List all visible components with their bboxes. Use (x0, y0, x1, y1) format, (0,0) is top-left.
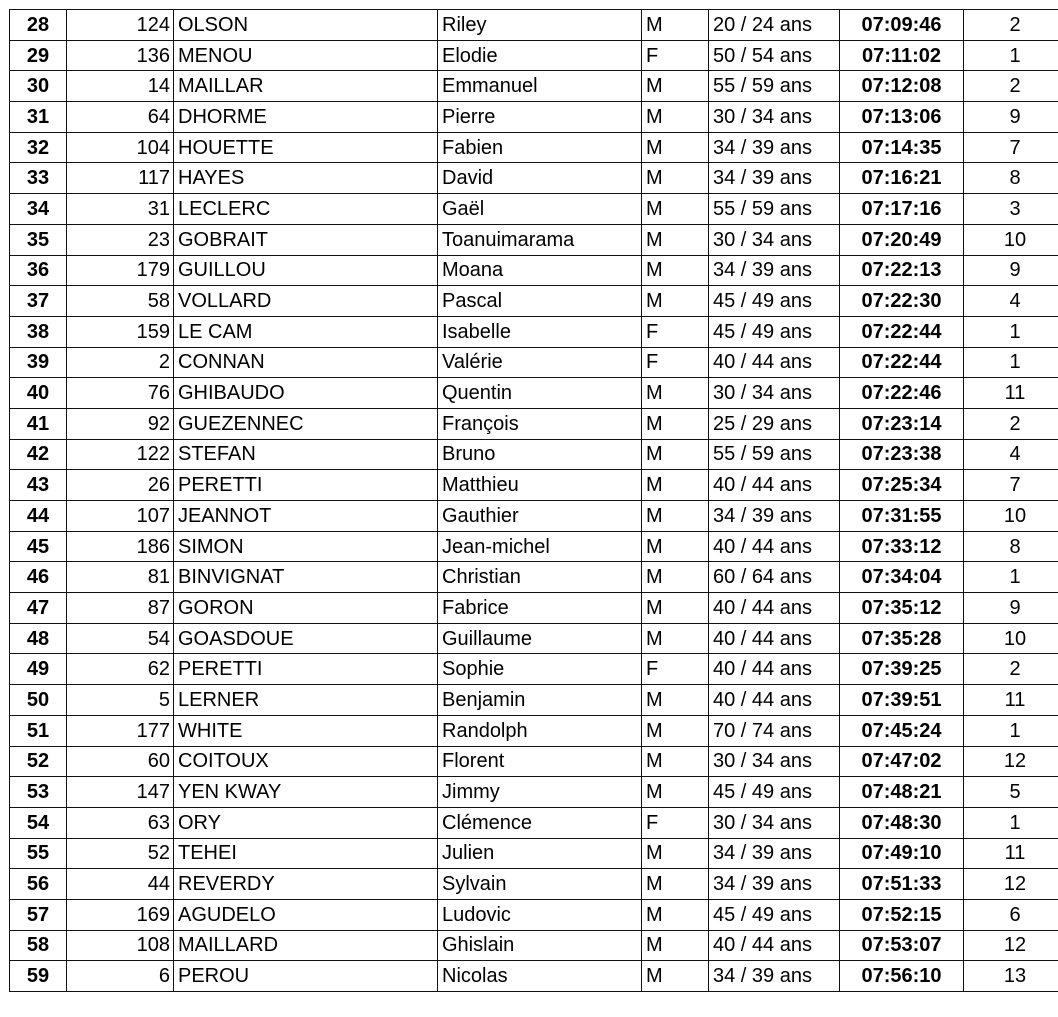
sex-cell: M (642, 224, 709, 255)
bib-number-cell: 107 (67, 501, 174, 532)
age-category-cell: 45 / 49 ans (709, 899, 840, 930)
age-category-cell: 34 / 39 ans (709, 961, 840, 992)
bib-number-cell: 6 (67, 961, 174, 992)
category-rank-cell: 1 (964, 347, 1058, 378)
table-row (10, 194, 1058, 225)
finish-time-cell: 07:23:38 (840, 439, 964, 470)
table-row (10, 531, 1058, 562)
age-category-cell: 40 / 44 ans (709, 930, 840, 961)
last-name-cell: AGUDELO (174, 899, 438, 930)
rank-cell: 33 (10, 163, 67, 194)
bib-number-cell: 60 (67, 746, 174, 777)
bib-number-cell: 179 (67, 255, 174, 286)
last-name-cell: TEHEI (174, 838, 438, 869)
table-row (10, 347, 1058, 378)
rank-cell: 49 (10, 654, 67, 685)
table-row (10, 715, 1058, 746)
finish-time-cell: 07:52:15 (840, 899, 964, 930)
category-rank-cell: 11 (964, 838, 1058, 869)
rank-cell: 47 (10, 593, 67, 624)
finish-time-cell: 07:34:04 (840, 562, 964, 593)
sex-cell: M (642, 255, 709, 286)
age-category-cell: 40 / 44 ans (709, 347, 840, 378)
rank-cell: 36 (10, 255, 67, 286)
finish-time-cell: 07:53:07 (840, 930, 964, 961)
category-rank-cell: 11 (964, 378, 1058, 409)
last-name-cell: GOBRAIT (174, 224, 438, 255)
finish-time-cell: 07:51:33 (840, 869, 964, 900)
table-row (10, 746, 1058, 777)
table-row (10, 71, 1058, 102)
table-row (10, 132, 1058, 163)
last-name-cell: LE CAM (174, 316, 438, 347)
category-rank-cell: 8 (964, 163, 1058, 194)
bib-number-cell: 44 (67, 869, 174, 900)
table-row (10, 777, 1058, 808)
category-rank-cell: 6 (964, 899, 1058, 930)
bib-number-cell: 117 (67, 163, 174, 194)
first-name-cell: Sophie (438, 654, 642, 685)
age-category-cell: 30 / 34 ans (709, 807, 840, 838)
bib-number-cell: 76 (67, 378, 174, 409)
rank-cell: 42 (10, 439, 67, 470)
sex-cell: M (642, 715, 709, 746)
sex-cell: M (642, 408, 709, 439)
bib-number-cell: 2 (67, 347, 174, 378)
category-rank-cell: 2 (964, 10, 1058, 41)
bib-number-cell: 64 (67, 102, 174, 133)
bib-number-cell: 104 (67, 132, 174, 163)
age-category-cell: 40 / 44 ans (709, 685, 840, 716)
results-table (9, 9, 1058, 992)
category-rank-cell: 11 (964, 685, 1058, 716)
last-name-cell: MAILLAR (174, 71, 438, 102)
table-row (10, 501, 1058, 532)
sex-cell: F (642, 40, 709, 71)
rank-cell: 30 (10, 71, 67, 102)
sex-cell: F (642, 347, 709, 378)
finish-time-cell: 07:33:12 (840, 531, 964, 562)
rank-cell: 37 (10, 286, 67, 317)
first-name-cell: Toanuimarama (438, 224, 642, 255)
rank-cell: 31 (10, 102, 67, 133)
sex-cell: M (642, 777, 709, 808)
category-rank-cell: 5 (964, 777, 1058, 808)
first-name-cell: Julien (438, 838, 642, 869)
bib-number-cell: 87 (67, 593, 174, 624)
sex-cell: M (642, 899, 709, 930)
table-row (10, 224, 1058, 255)
age-category-cell: 34 / 39 ans (709, 132, 840, 163)
sex-cell: M (642, 102, 709, 133)
rank-cell: 41 (10, 408, 67, 439)
category-rank-cell: 3 (964, 194, 1058, 225)
table-row (10, 378, 1058, 409)
last-name-cell: STEFAN (174, 439, 438, 470)
rank-cell: 44 (10, 501, 67, 532)
rank-cell: 48 (10, 623, 67, 654)
table-row (10, 930, 1058, 961)
finish-time-cell: 07:35:28 (840, 623, 964, 654)
finish-time-cell: 07:47:02 (840, 746, 964, 777)
finish-time-cell: 07:22:44 (840, 347, 964, 378)
age-category-cell: 34 / 39 ans (709, 163, 840, 194)
age-category-cell: 30 / 34 ans (709, 102, 840, 133)
table-row (10, 899, 1058, 930)
age-category-cell: 45 / 49 ans (709, 286, 840, 317)
rank-cell: 45 (10, 531, 67, 562)
last-name-cell: PERETTI (174, 470, 438, 501)
bib-number-cell: 26 (67, 470, 174, 501)
finish-time-cell: 07:25:34 (840, 470, 964, 501)
age-category-cell: 45 / 49 ans (709, 777, 840, 808)
sex-cell: M (642, 838, 709, 869)
bib-number-cell: 108 (67, 930, 174, 961)
sex-cell: M (642, 286, 709, 317)
bib-number-cell: 81 (67, 562, 174, 593)
category-rank-cell: 13 (964, 961, 1058, 992)
bib-number-cell: 52 (67, 838, 174, 869)
table-row (10, 838, 1058, 869)
last-name-cell: LECLERC (174, 194, 438, 225)
bib-number-cell: 62 (67, 654, 174, 685)
first-name-cell: Elodie (438, 40, 642, 71)
last-name-cell: REVERDY (174, 869, 438, 900)
category-rank-cell: 4 (964, 439, 1058, 470)
sex-cell: M (642, 562, 709, 593)
bib-number-cell: 14 (67, 71, 174, 102)
first-name-cell: Emmanuel (438, 71, 642, 102)
bib-number-cell: 5 (67, 685, 174, 716)
last-name-cell: PERETTI (174, 654, 438, 685)
table-row (10, 961, 1058, 992)
age-category-cell: 34 / 39 ans (709, 501, 840, 532)
age-category-cell: 40 / 44 ans (709, 654, 840, 685)
first-name-cell: Christian (438, 562, 642, 593)
table-row (10, 470, 1058, 501)
category-rank-cell: 1 (964, 715, 1058, 746)
rank-cell: 53 (10, 777, 67, 808)
last-name-cell: HOUETTE (174, 132, 438, 163)
finish-time-cell: 07:22:44 (840, 316, 964, 347)
sex-cell: M (642, 163, 709, 194)
rank-cell: 50 (10, 685, 67, 716)
age-category-cell: 70 / 74 ans (709, 715, 840, 746)
category-rank-cell: 1 (964, 562, 1058, 593)
bib-number-cell: 136 (67, 40, 174, 71)
bib-number-cell: 124 (67, 10, 174, 41)
bib-number-cell: 92 (67, 408, 174, 439)
category-rank-cell: 1 (964, 316, 1058, 347)
last-name-cell: VOLLARD (174, 286, 438, 317)
rank-cell: 52 (10, 746, 67, 777)
age-category-cell: 25 / 29 ans (709, 408, 840, 439)
table-row (10, 408, 1058, 439)
first-name-cell: Sylvain (438, 869, 642, 900)
first-name-cell: Florent (438, 746, 642, 777)
age-category-cell: 30 / 34 ans (709, 746, 840, 777)
first-name-cell: Quentin (438, 378, 642, 409)
last-name-cell: HAYES (174, 163, 438, 194)
finish-time-cell: 07:45:24 (840, 715, 964, 746)
table-row (10, 439, 1058, 470)
first-name-cell: Benjamin (438, 685, 642, 716)
sex-cell: M (642, 869, 709, 900)
finish-time-cell: 07:22:13 (840, 255, 964, 286)
table-row (10, 593, 1058, 624)
category-rank-cell: 2 (964, 408, 1058, 439)
table-row (10, 255, 1058, 286)
finish-time-cell: 07:12:08 (840, 71, 964, 102)
rank-cell: 56 (10, 869, 67, 900)
age-category-cell: 55 / 59 ans (709, 194, 840, 225)
age-category-cell: 34 / 39 ans (709, 255, 840, 286)
bib-number-cell: 58 (67, 286, 174, 317)
finish-time-cell: 07:48:30 (840, 807, 964, 838)
finish-time-cell: 07:09:46 (840, 10, 964, 41)
category-rank-cell: 7 (964, 470, 1058, 501)
sex-cell: M (642, 593, 709, 624)
first-name-cell: Pascal (438, 286, 642, 317)
category-rank-cell: 8 (964, 531, 1058, 562)
first-name-cell: Ghislain (438, 930, 642, 961)
first-name-cell: Valérie (438, 347, 642, 378)
first-name-cell: Randolph (438, 715, 642, 746)
age-category-cell: 60 / 64 ans (709, 562, 840, 593)
sex-cell: M (642, 378, 709, 409)
rank-cell: 55 (10, 838, 67, 869)
category-rank-cell: 12 (964, 746, 1058, 777)
first-name-cell: Gaël (438, 194, 642, 225)
sex-cell: M (642, 132, 709, 163)
age-category-cell: 40 / 44 ans (709, 623, 840, 654)
rank-cell: 59 (10, 961, 67, 992)
category-rank-cell: 9 (964, 102, 1058, 133)
finish-time-cell: 07:23:14 (840, 408, 964, 439)
sex-cell: M (642, 930, 709, 961)
bib-number-cell: 169 (67, 899, 174, 930)
table-row (10, 102, 1058, 133)
last-name-cell: PEROU (174, 961, 438, 992)
finish-time-cell: 07:35:12 (840, 593, 964, 624)
rank-cell: 54 (10, 807, 67, 838)
sex-cell: M (642, 501, 709, 532)
age-category-cell: 34 / 39 ans (709, 838, 840, 869)
table-row (10, 869, 1058, 900)
first-name-cell: François (438, 408, 642, 439)
table-row (10, 10, 1058, 41)
age-category-cell: 40 / 44 ans (709, 531, 840, 562)
finish-time-cell: 07:20:49 (840, 224, 964, 255)
last-name-cell: WHITE (174, 715, 438, 746)
bib-number-cell: 54 (67, 623, 174, 654)
bib-number-cell: 147 (67, 777, 174, 808)
table-row (10, 623, 1058, 654)
last-name-cell: ORY (174, 807, 438, 838)
last-name-cell: YEN KWAY (174, 777, 438, 808)
age-category-cell: 30 / 34 ans (709, 378, 840, 409)
last-name-cell: MENOU (174, 40, 438, 71)
first-name-cell: Jean-michel (438, 531, 642, 562)
first-name-cell: Gauthier (438, 501, 642, 532)
table-row (10, 807, 1058, 838)
last-name-cell: GUILLOU (174, 255, 438, 286)
sex-cell: M (642, 194, 709, 225)
finish-time-cell: 07:17:16 (840, 194, 964, 225)
category-rank-cell: 10 (964, 623, 1058, 654)
rank-cell: 51 (10, 715, 67, 746)
last-name-cell: GORON (174, 593, 438, 624)
bib-number-cell: 186 (67, 531, 174, 562)
finish-time-cell: 07:22:46 (840, 378, 964, 409)
category-rank-cell: 4 (964, 286, 1058, 317)
category-rank-cell: 1 (964, 40, 1058, 71)
finish-time-cell: 07:22:30 (840, 286, 964, 317)
rank-cell: 32 (10, 132, 67, 163)
first-name-cell: Ludovic (438, 899, 642, 930)
bib-number-cell: 23 (67, 224, 174, 255)
finish-time-cell: 07:14:35 (840, 132, 964, 163)
table-row (10, 40, 1058, 71)
results-body (10, 10, 1058, 992)
first-name-cell: Bruno (438, 439, 642, 470)
category-rank-cell: 9 (964, 255, 1058, 286)
rank-cell: 43 (10, 470, 67, 501)
first-name-cell: Fabrice (438, 593, 642, 624)
last-name-cell: CONNAN (174, 347, 438, 378)
table-row (10, 316, 1058, 347)
finish-time-cell: 07:56:10 (840, 961, 964, 992)
first-name-cell: Clémence (438, 807, 642, 838)
age-category-cell: 20 / 24 ans (709, 10, 840, 41)
category-rank-cell: 1 (964, 807, 1058, 838)
first-name-cell: Fabien (438, 132, 642, 163)
last-name-cell: MAILLARD (174, 930, 438, 961)
age-category-cell: 45 / 49 ans (709, 316, 840, 347)
age-category-cell: 30 / 34 ans (709, 224, 840, 255)
sex-cell: M (642, 439, 709, 470)
bib-number-cell: 122 (67, 439, 174, 470)
first-name-cell: Riley (438, 10, 642, 41)
category-rank-cell: 9 (964, 593, 1058, 624)
sex-cell: M (642, 71, 709, 102)
first-name-cell: Nicolas (438, 961, 642, 992)
sex-cell: M (642, 470, 709, 501)
rank-cell: 46 (10, 562, 67, 593)
last-name-cell: SIMON (174, 531, 438, 562)
age-category-cell: 55 / 59 ans (709, 71, 840, 102)
first-name-cell: Guillaume (438, 623, 642, 654)
category-rank-cell: 12 (964, 869, 1058, 900)
bib-number-cell: 159 (67, 316, 174, 347)
sex-cell: M (642, 961, 709, 992)
category-rank-cell: 12 (964, 930, 1058, 961)
last-name-cell: GHIBAUDO (174, 378, 438, 409)
age-category-cell: 55 / 59 ans (709, 439, 840, 470)
last-name-cell: OLSON (174, 10, 438, 41)
sex-cell: F (642, 807, 709, 838)
table-row (10, 163, 1058, 194)
first-name-cell: Isabelle (438, 316, 642, 347)
sex-cell: M (642, 746, 709, 777)
sex-cell: M (642, 531, 709, 562)
category-rank-cell: 10 (964, 224, 1058, 255)
category-rank-cell: 2 (964, 654, 1058, 685)
last-name-cell: COITOUX (174, 746, 438, 777)
finish-time-cell: 07:11:02 (840, 40, 964, 71)
rank-cell: 35 (10, 224, 67, 255)
last-name-cell: DHORME (174, 102, 438, 133)
bib-number-cell: 177 (67, 715, 174, 746)
finish-time-cell: 07:31:55 (840, 501, 964, 532)
sex-cell: F (642, 654, 709, 685)
finish-time-cell: 07:39:51 (840, 685, 964, 716)
finish-time-cell: 07:48:21 (840, 777, 964, 808)
rank-cell: 39 (10, 347, 67, 378)
table-row (10, 654, 1058, 685)
category-rank-cell: 10 (964, 501, 1058, 532)
table-row (10, 286, 1058, 317)
last-name-cell: LERNER (174, 685, 438, 716)
rank-cell: 28 (10, 10, 67, 41)
rank-cell: 57 (10, 899, 67, 930)
rank-cell: 34 (10, 194, 67, 225)
finish-time-cell: 07:49:10 (840, 838, 964, 869)
age-category-cell: 40 / 44 ans (709, 593, 840, 624)
bib-number-cell: 31 (67, 194, 174, 225)
finish-time-cell: 07:39:25 (840, 654, 964, 685)
finish-time-cell: 07:16:21 (840, 163, 964, 194)
age-category-cell: 40 / 44 ans (709, 470, 840, 501)
first-name-cell: Jimmy (438, 777, 642, 808)
first-name-cell: Moana (438, 255, 642, 286)
category-rank-cell: 7 (964, 132, 1058, 163)
last-name-cell: GOASDOUE (174, 623, 438, 654)
bib-number-cell: 63 (67, 807, 174, 838)
rank-cell: 58 (10, 930, 67, 961)
age-category-cell: 34 / 39 ans (709, 869, 840, 900)
last-name-cell: GUEZENNEC (174, 408, 438, 439)
finish-time-cell: 07:13:06 (840, 102, 964, 133)
last-name-cell: BINVIGNAT (174, 562, 438, 593)
rank-cell: 29 (10, 40, 67, 71)
table-row (10, 562, 1058, 593)
last-name-cell: JEANNOT (174, 501, 438, 532)
sex-cell: M (642, 685, 709, 716)
age-category-cell: 50 / 54 ans (709, 40, 840, 71)
sex-cell: M (642, 10, 709, 41)
sex-cell: M (642, 623, 709, 654)
sex-cell: F (642, 316, 709, 347)
first-name-cell: Pierre (438, 102, 642, 133)
first-name-cell: David (438, 163, 642, 194)
rank-cell: 38 (10, 316, 67, 347)
rank-cell: 40 (10, 378, 67, 409)
table-row (10, 685, 1058, 716)
category-rank-cell: 2 (964, 71, 1058, 102)
first-name-cell: Matthieu (438, 470, 642, 501)
